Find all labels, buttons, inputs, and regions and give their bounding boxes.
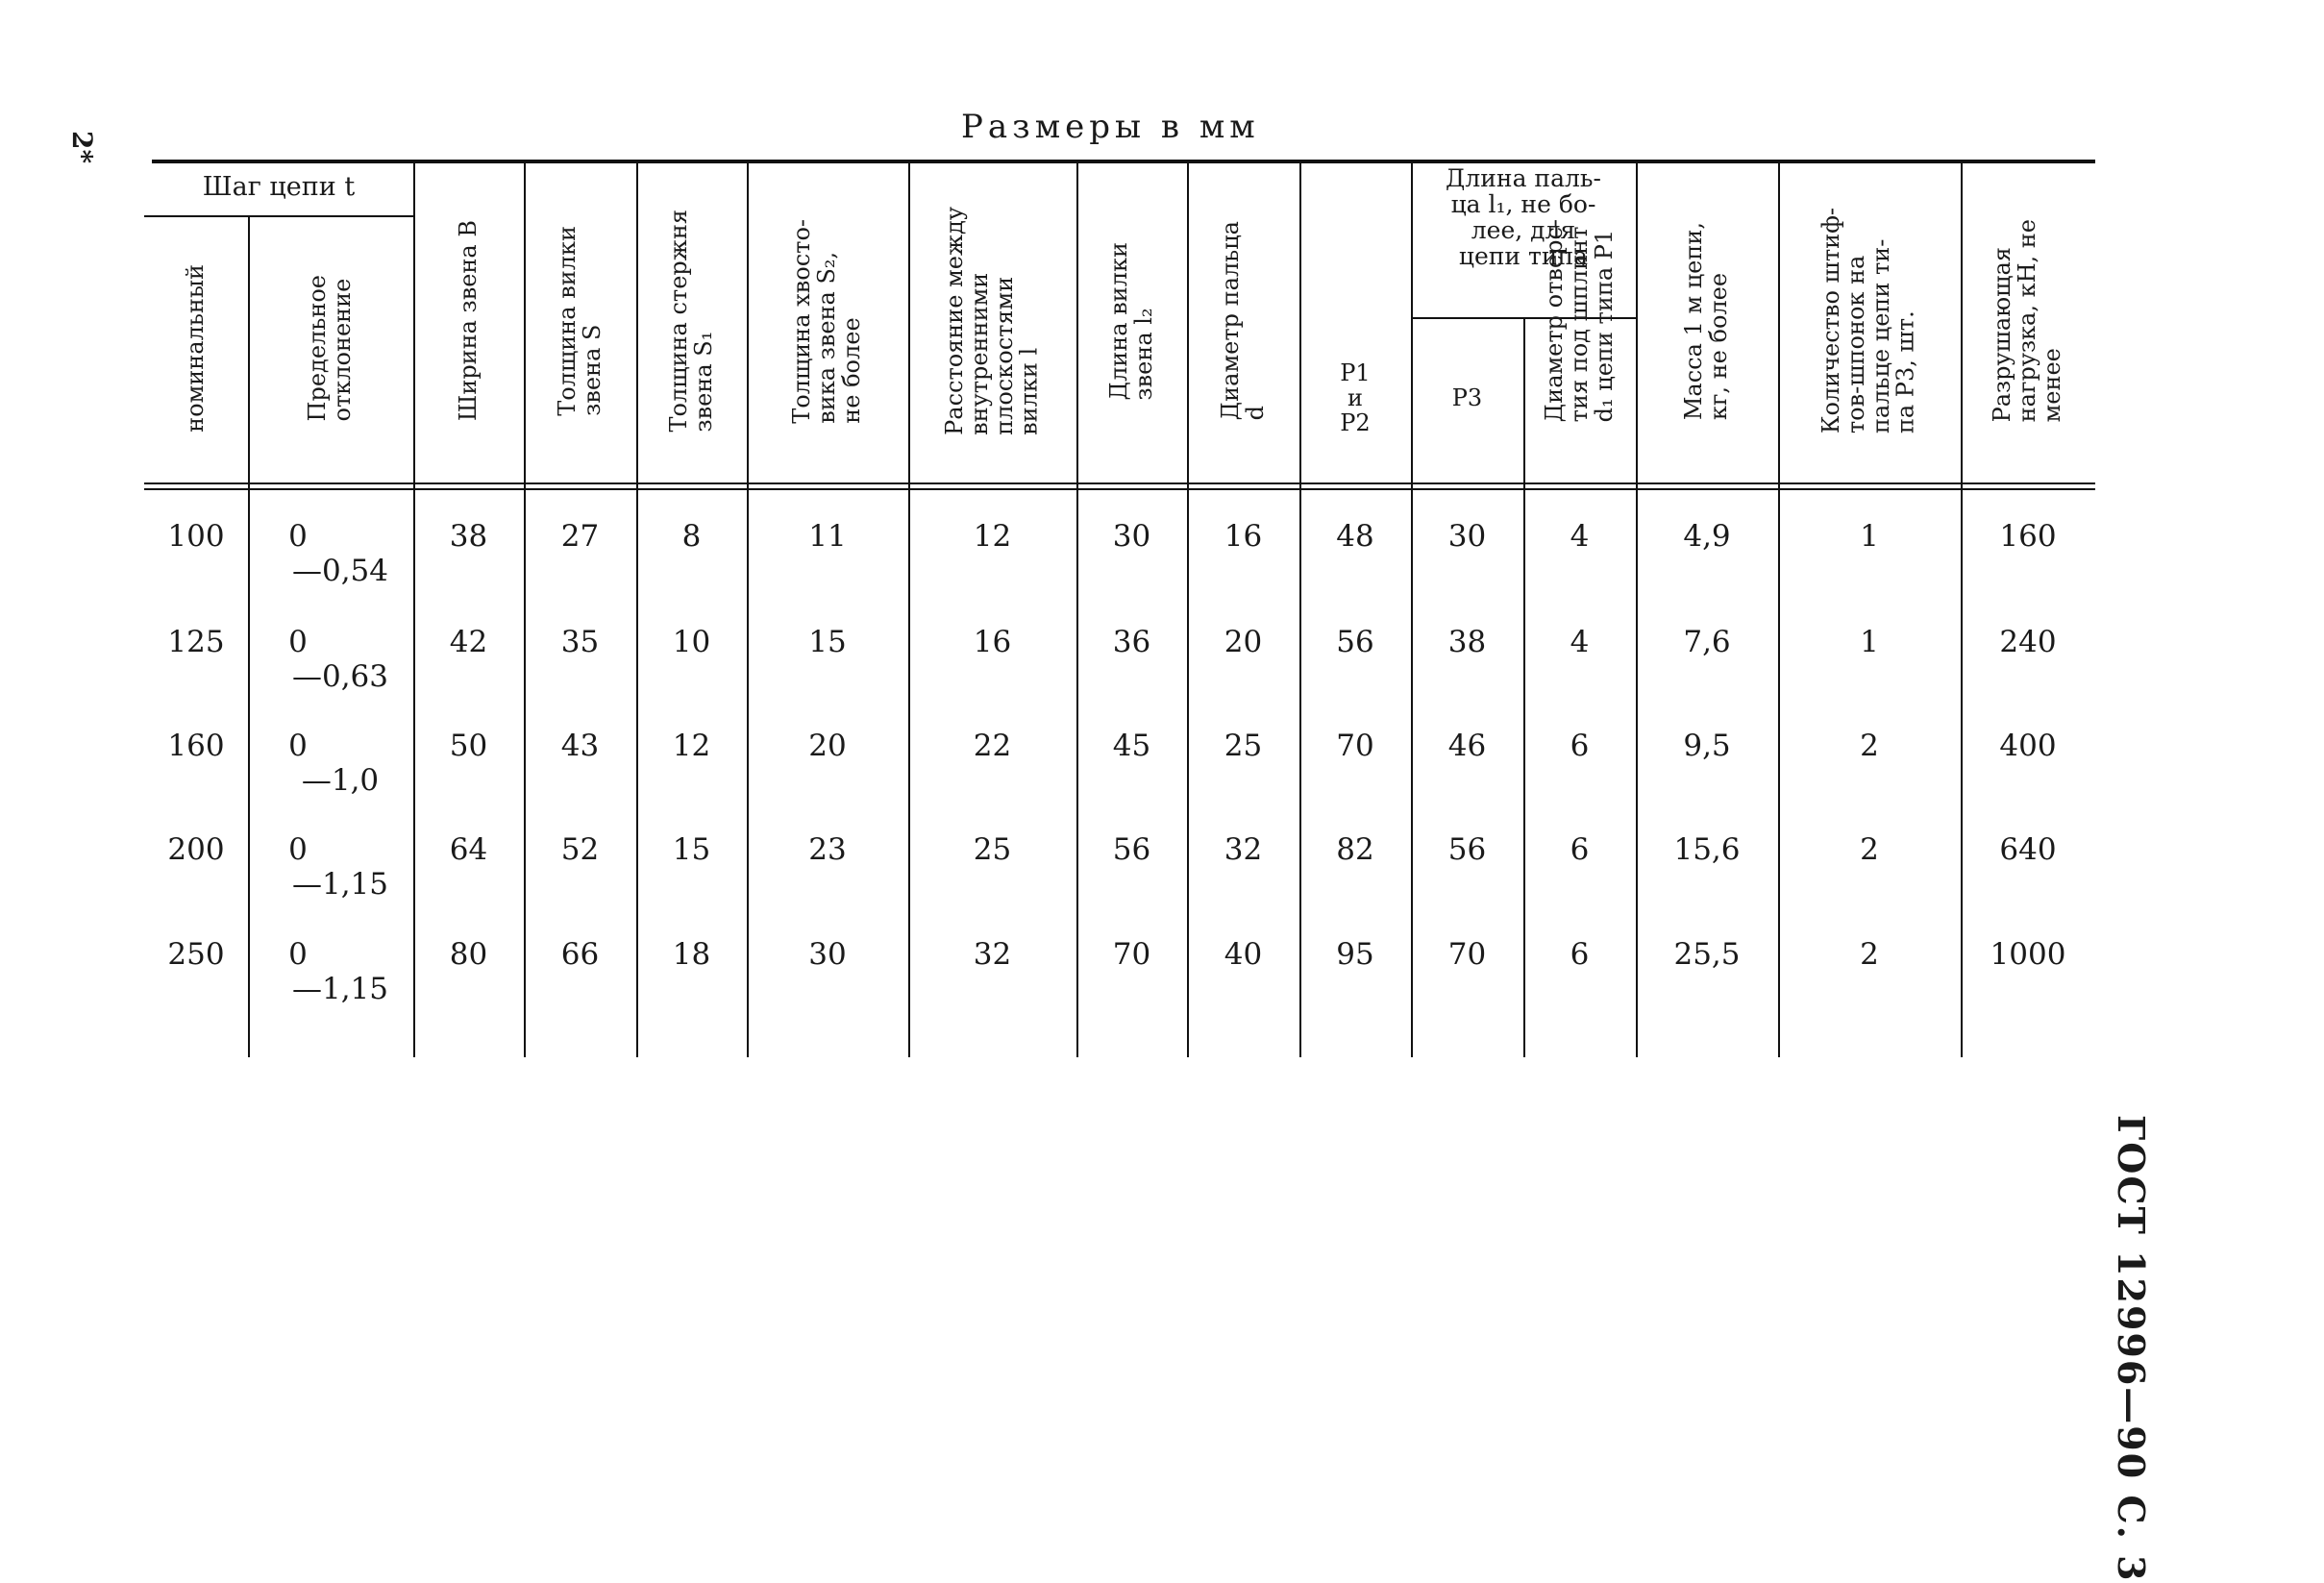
table-cell: 43 xyxy=(560,729,600,763)
deviation-lower: —1,15 xyxy=(291,867,389,902)
table-cell: 64 xyxy=(449,832,488,867)
table-cell: 40 xyxy=(1224,937,1263,972)
column-header-label: Диаметр пальца d xyxy=(1216,221,1269,421)
table-cell: 32 xyxy=(973,937,1012,972)
table-cell: 160 xyxy=(167,729,225,763)
table-cell: 70 xyxy=(1112,937,1151,972)
column-header xyxy=(636,165,747,477)
column-header xyxy=(248,219,413,477)
table-cell: 1 xyxy=(1860,625,1879,659)
table-cell: 200 xyxy=(167,832,225,867)
deviation-upper: 0 xyxy=(288,625,308,659)
column-header xyxy=(1187,165,1299,477)
table-cell: 25,5 xyxy=(1673,937,1741,972)
deviation-lower: —1,0 xyxy=(301,763,380,798)
table-cell: 23 xyxy=(808,832,847,867)
table-cell: 52 xyxy=(560,832,600,867)
table-cell: 6 xyxy=(1570,832,1590,867)
table-cell: 6 xyxy=(1570,937,1590,972)
pitch-group-rule xyxy=(144,215,413,217)
table-cell: 38 xyxy=(449,519,488,554)
table-cell: 4 xyxy=(1570,519,1590,554)
table-cell: 9,5 xyxy=(1683,729,1731,763)
table-cell: 30 xyxy=(1112,519,1151,554)
table-cell: 2 xyxy=(1860,729,1879,763)
column-header: Р1 и Р2 xyxy=(1340,359,1371,436)
column-header-label: Ширина звена B xyxy=(454,220,482,422)
table-cell: 640 xyxy=(1999,832,2057,867)
page-mark: 2* xyxy=(66,131,98,164)
table-cell: 6 xyxy=(1570,729,1590,763)
deviation-upper: 0 xyxy=(288,832,308,867)
table-cell: 12 xyxy=(973,519,1012,554)
column-header xyxy=(1778,165,1961,477)
table-cell: 7,6 xyxy=(1683,625,1731,659)
table-cell: 18 xyxy=(672,937,711,972)
table-cell: 95 xyxy=(1336,937,1374,972)
column-header xyxy=(524,165,636,477)
column-header xyxy=(1523,165,1636,477)
table-cell: 20 xyxy=(808,729,847,763)
table-cell: 66 xyxy=(560,937,600,972)
table-cell: 35 xyxy=(560,625,600,659)
table-cell: 70 xyxy=(1336,729,1374,763)
table-cell: 1000 xyxy=(1990,937,2066,972)
table-cell: 56 xyxy=(1336,625,1374,659)
table-cell: 16 xyxy=(973,625,1012,659)
table-cell: 160 xyxy=(1999,519,2057,554)
table-cell: 10 xyxy=(672,625,711,659)
table-cell: 46 xyxy=(1447,729,1487,763)
column-header-label: Длина вилки звена l₂ xyxy=(1104,241,1157,401)
header-bottom-rule-2 xyxy=(144,488,2095,490)
table-cell: 80 xyxy=(449,937,488,972)
table-cell: 250 xyxy=(167,937,225,972)
column-header-label: Масса 1 м цепи, кг, не более xyxy=(1680,221,1732,421)
table-cell: 20 xyxy=(1224,625,1263,659)
column-header-label: Диаметр отверс- тия под шплинт d₁ цепи типа Р1 xyxy=(1540,219,1618,423)
group-header-pitch: Шаг цепи t xyxy=(202,172,356,203)
column-header: Р3 xyxy=(1451,384,1483,412)
column-header xyxy=(1961,165,2095,477)
table-cell: 15 xyxy=(672,832,711,867)
table-cell: 48 xyxy=(1336,519,1374,554)
table-cell: 400 xyxy=(1999,729,2057,763)
table-cell: 15,6 xyxy=(1673,832,1741,867)
table-cell: 25 xyxy=(973,832,1012,867)
deviation-lower: —0,54 xyxy=(291,554,389,588)
table-cell: 100 xyxy=(167,519,225,554)
table-cell: 16 xyxy=(1224,519,1263,554)
table-cell: 240 xyxy=(1999,625,2057,659)
table-cell: 30 xyxy=(1447,519,1487,554)
deviation-upper: 0 xyxy=(288,519,308,554)
table-cell: 4 xyxy=(1570,625,1590,659)
deviation-upper: 0 xyxy=(288,937,308,972)
deviation-upper: 0 xyxy=(288,729,308,763)
column-header xyxy=(144,219,248,477)
table-cell: 56 xyxy=(1447,832,1487,867)
table-cell: 125 xyxy=(167,625,225,659)
table-cell: 38 xyxy=(1447,625,1487,659)
table-cell: 70 xyxy=(1447,937,1487,972)
table-cell: 56 xyxy=(1112,832,1151,867)
column-header xyxy=(1076,165,1187,477)
deviation-lower: —0,63 xyxy=(291,659,389,694)
column-rule xyxy=(1299,163,1301,1057)
table-cell: 12 xyxy=(672,729,711,763)
table-cell: 50 xyxy=(449,729,488,763)
table-cell: 45 xyxy=(1112,729,1151,763)
table-cell: 11 xyxy=(808,519,847,554)
table-cell: 8 xyxy=(681,519,702,554)
column-header-label: номинальный xyxy=(182,263,210,433)
table-cell: 42 xyxy=(449,625,488,659)
table-cell: 1 xyxy=(1860,519,1879,554)
table-cell: 22 xyxy=(973,729,1012,763)
table-cell: 32 xyxy=(1224,832,1263,867)
column-header-label: Разрушающая нагрузка, кН, не менее xyxy=(1989,219,2065,423)
column-header-label: Расстояние между внутренними плоскостями вилки l xyxy=(940,207,1043,435)
column-header-label: Количество штиф- тов-шпонок на пальце цепи ти- па Р3, шт. xyxy=(1817,208,1919,434)
table-cell: 30 xyxy=(808,937,847,972)
column-header xyxy=(413,165,524,477)
table-cell: 15 xyxy=(808,625,847,659)
table-cell: 27 xyxy=(560,519,600,554)
table-cell: 36 xyxy=(1112,625,1151,659)
table-cell: 82 xyxy=(1336,832,1374,867)
table-cell: 4,9 xyxy=(1683,519,1731,554)
table-caption: Размеры в мм xyxy=(961,108,1260,146)
deviation-lower: —1,15 xyxy=(291,972,389,1006)
document-footer: ГОСТ 12996—90 С. 3 xyxy=(2110,1115,2153,1583)
table-cell: 2 xyxy=(1860,832,1879,867)
column-header xyxy=(747,165,908,477)
group-header-pin-length: Длина паль- ца l₁, не бо- лее, для цепи типа xyxy=(1446,164,1601,270)
header-bottom-rule xyxy=(144,482,2095,484)
table-cell: 25 xyxy=(1224,729,1263,763)
table-cell: 2 xyxy=(1860,937,1879,972)
column-header xyxy=(908,165,1076,477)
table-top-rule xyxy=(152,160,2095,163)
column-header-label: Толщина стержня звена S₁ xyxy=(664,210,717,433)
column-header-label: Толщина вилки звена S xyxy=(553,226,606,416)
column-header xyxy=(1636,165,1778,477)
column-header-label: Толщина хвосто- вика звена S₂, не более xyxy=(788,218,865,424)
column-header-label: Предельное отклонение xyxy=(304,274,356,422)
